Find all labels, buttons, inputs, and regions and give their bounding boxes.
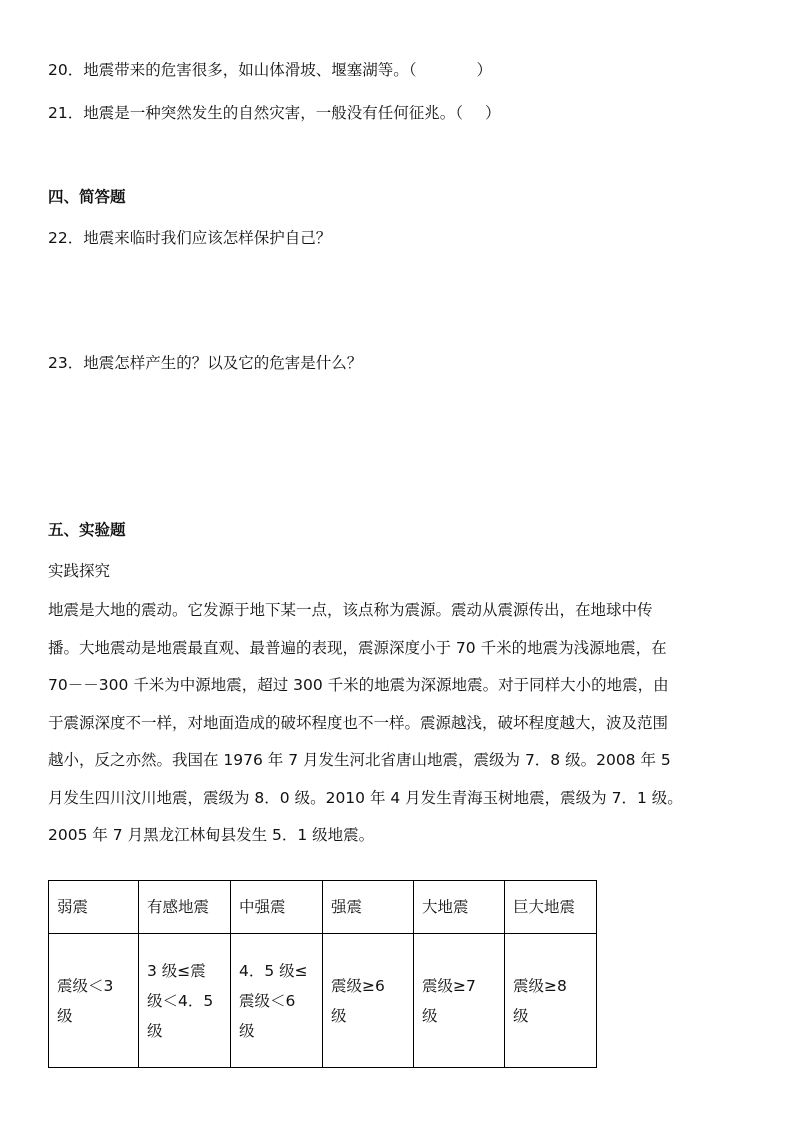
question-21-text: 21．地震是一种突然发生的自然灾害，一般没有任何征兆。（	[48, 104, 463, 122]
cell-line: 震级≥6	[331, 976, 385, 995]
table-row	[49, 934, 597, 1068]
cell-line: 级	[331, 1006, 347, 1025]
passage-line: 月发生四川汶川地震，震级为 8．0 级。2010 年 4 月发生青海玉树地震，震级为 7．1 级。	[48, 788, 683, 807]
passage-line: 播。大地震动是地震最直观、最普遍的表现，震源深度小于 70 千米的地震为浅源地震，在	[48, 638, 667, 657]
earthquake-passage	[48, 592, 748, 855]
question-21	[48, 101, 501, 123]
question-20	[48, 58, 492, 80]
table-header-row	[49, 881, 597, 934]
table-cell	[139, 934, 231, 1068]
table-cell	[505, 934, 597, 1068]
cell-line: 震级≥8	[513, 976, 567, 995]
magnitude-table	[48, 880, 597, 1068]
table-header-cell: 有感地震	[139, 881, 231, 934]
section-5-subtitle: 实践探究	[48, 562, 111, 580]
table-cell	[323, 934, 414, 1068]
cell-line: 级	[513, 1006, 529, 1025]
cell-line: 级	[239, 1021, 255, 1040]
passage-line: 于震源深度不一样，对地面造成的破坏程度也不一样。震源越浅，破坏程度越大，波及范围	[48, 713, 669, 732]
passage-line: 2005 年 7 月黑龙江林甸县发生 5．1 级地震。	[48, 826, 375, 844]
table-cell	[414, 934, 505, 1068]
question-22: 22．地震来临时我们应该怎样保护自己？	[48, 229, 332, 247]
table-header-cell: 弱震	[49, 881, 139, 934]
question-23: 23．地震怎样产生的？以及它的危害是什么？	[48, 354, 363, 372]
cell-line: 级	[422, 1006, 438, 1025]
question-21-close: ）	[484, 104, 501, 122]
cell-line: 震级＜6	[239, 991, 296, 1010]
table-cell	[231, 934, 323, 1068]
table-header-cell: 中强震	[231, 881, 323, 934]
cell-line: 震级≥7	[422, 976, 476, 995]
passage-line: 地震是大地的震动。它发源于地下某一点，该点称为震源。震动从震源传出，在地球中传	[48, 601, 653, 619]
table-cell	[49, 934, 139, 1068]
cell-line: 3 级≤震	[147, 961, 206, 980]
cell-line: 4．5 级≤	[239, 961, 308, 980]
section-5-title: 五、实验题	[48, 521, 126, 539]
table-header-cell: 巨大地震	[505, 881, 597, 934]
question-20-close: ）	[476, 61, 492, 79]
cell-line: 级	[147, 1021, 163, 1040]
passage-line: 越小，反之亦然。我国在 1976 年 7 月发生河北省唐山地震，震级为 7．8 级。2008 年 5	[48, 751, 671, 769]
passage-line: 70－－300 千米为中源地震，超过 300 千米的地震为深源地震。对于同样大小的地震，由	[48, 676, 669, 694]
section-4-title: 四、简答题	[48, 188, 126, 206]
cell-line: 级＜4．5	[147, 991, 214, 1010]
cell-line: 级	[57, 1006, 73, 1025]
cell-line: 震级＜3	[57, 976, 114, 995]
table-header-cell: 强震	[323, 881, 414, 934]
question-20-text: 20．地震带来的危害很多，如山体滑坡、堰塞湖等。（	[48, 61, 417, 79]
table-header-cell: 大地震	[414, 881, 505, 934]
